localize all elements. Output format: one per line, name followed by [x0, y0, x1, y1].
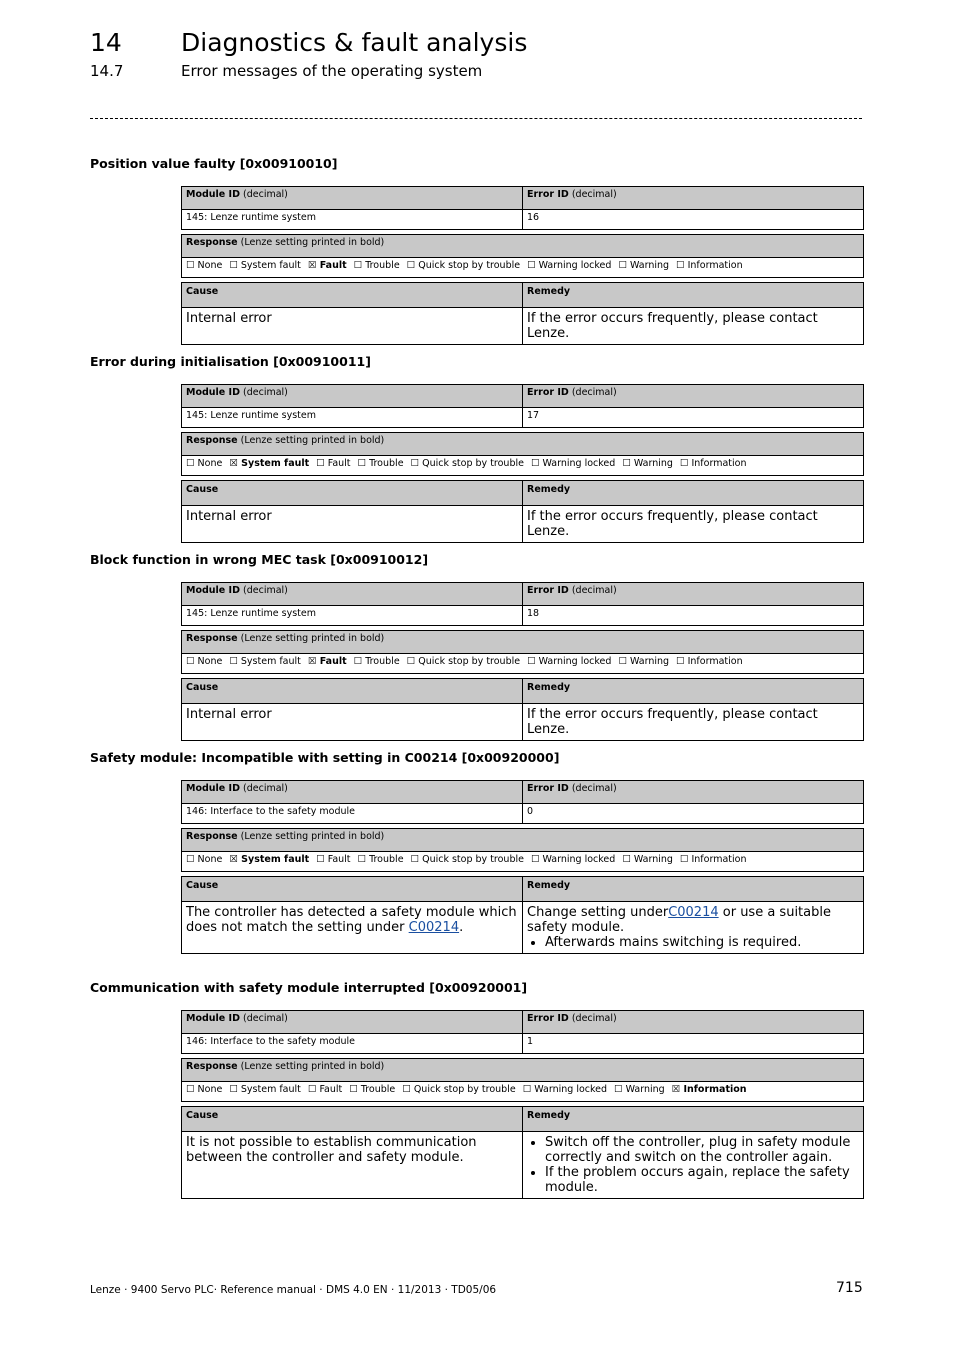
cause-remedy-table: [181, 678, 864, 741]
response-option-warning: ☐ Warning: [614, 1084, 665, 1095]
error-id-header: Error ID (decimal): [523, 385, 864, 408]
response-option-quick-stop-by-trouble: ☐ Quick stop by trouble: [406, 260, 521, 271]
checked-box-icon: ☒: [229, 458, 238, 469]
unchecked-box-icon: ☐: [353, 656, 363, 667]
error-id-header: Error ID (decimal): [523, 781, 864, 804]
error-heading: Block function in wrong MEC task [0x00910012]: [90, 552, 429, 567]
error-id-header: Error ID (decimal): [523, 583, 864, 606]
remedy-header: Remedy: [523, 481, 864, 506]
unchecked-box-icon: ☐: [614, 1084, 623, 1095]
unchecked-box-icon: ☐: [406, 656, 416, 667]
unchecked-box-icon: ☐: [402, 1084, 411, 1095]
response-option-system-fault: ☐ System fault: [229, 1084, 301, 1095]
unchecked-box-icon: ☐: [406, 260, 416, 271]
unchecked-box-icon: ☐: [357, 854, 367, 865]
response-option-quick-stop-by-trouble: ☐ Quick stop by trouble: [402, 1084, 516, 1095]
unchecked-box-icon: ☐: [186, 854, 195, 865]
module-id-header: Module ID (decimal): [182, 385, 523, 408]
response-header: Response (Lenze setting printed in bold): [182, 829, 864, 852]
unchecked-box-icon: ☐: [676, 260, 685, 271]
response-option-warning: ☐ Warning: [618, 656, 670, 667]
id-table: [181, 780, 864, 824]
response-options: [186, 458, 859, 469]
unchecked-box-icon: ☐: [229, 656, 238, 667]
module-id-header: Module ID (decimal): [182, 1011, 523, 1034]
checked-box-icon: ☒: [307, 260, 317, 271]
remedy-header: Remedy: [523, 1107, 864, 1132]
cause-remedy-table: [181, 282, 864, 345]
module-id-value: 146: Interface to the safety module: [182, 804, 523, 824]
cause-text: Internal error: [182, 704, 523, 741]
unchecked-box-icon: ☐: [622, 458, 631, 469]
response-option-warning: ☐ Warning: [618, 260, 670, 271]
response-option-quick-stop-by-trouble: ☐ Quick stop by trouble: [410, 854, 524, 865]
cause-remedy-table: [181, 480, 864, 543]
remedy-header: Remedy: [523, 283, 864, 308]
response-option-quick-stop-by-trouble: ☐ Quick stop by trouble: [410, 458, 524, 469]
response-option-information: ☐ Information: [679, 458, 747, 469]
unchecked-box-icon: ☐: [186, 656, 195, 667]
response-option-quick-stop-by-trouble: ☐ Quick stop by trouble: [406, 656, 521, 667]
error-id-value: 0: [523, 804, 864, 824]
remedy-bullet: • Afterwards mains switching is required.: [545, 935, 859, 950]
cause-text: It is not possible to establish communication between the controller and safety module.: [182, 1132, 523, 1199]
response-table: [181, 630, 864, 674]
remedy-bullet: • If the problem occurs again, replace the safety module.: [545, 1165, 859, 1195]
cause-header: Cause: [182, 481, 523, 506]
unchecked-box-icon: ☐: [527, 656, 536, 667]
response-table: [181, 432, 864, 476]
response-header: Response (Lenze setting printed in bold): [182, 631, 864, 654]
error-table-block: [181, 1010, 864, 1199]
unchecked-box-icon: ☐: [530, 854, 540, 865]
c00214-link[interactable]: C00214: [668, 905, 719, 920]
unchecked-box-icon: ☐: [618, 260, 627, 271]
unchecked-box-icon: ☐: [229, 260, 238, 271]
response-option-trouble: ☐ Trouble: [357, 854, 404, 865]
error-id-value: 16: [523, 210, 864, 230]
response-option-none: ☐ None: [186, 854, 223, 865]
module-id-header: Module ID (decimal): [182, 187, 523, 210]
response-option-warning-locked: ☐ Warning locked: [527, 260, 612, 271]
unchecked-box-icon: ☐: [527, 260, 536, 271]
unchecked-box-icon: ☐: [679, 458, 689, 469]
response-option-fault: ☒ Fault: [307, 656, 347, 667]
error-heading: Safety module: Incompatible with setting in C00214 [0x00920000]: [90, 750, 560, 765]
module-id-value: 145: Lenze runtime system: [182, 210, 523, 230]
remedy-text: Change setting underC00214 or use a suitable safety module. • Afterwards mains switching is required.: [523, 902, 864, 954]
header-divider: [90, 118, 862, 119]
error-table-block: [181, 582, 864, 741]
response-option-information: ☐ Information: [676, 260, 743, 271]
response-option-trouble: ☐ Trouble: [353, 656, 400, 667]
checked-box-icon: ☒: [229, 854, 238, 865]
response-option-system-fault: ☐ System fault: [229, 656, 301, 667]
error-section: [90, 552, 864, 741]
error-table-block: [181, 384, 864, 543]
id-table: [181, 384, 864, 428]
module-id-header: Module ID (decimal): [182, 781, 523, 804]
unchecked-box-icon: ☐: [530, 458, 540, 469]
response-option-fault: ☒ Fault: [307, 260, 347, 271]
cause-text: The controller has detected a safety module which does not match the setting under C00214.: [182, 902, 523, 954]
module-id-value: 146: Interface to the safety module: [182, 1034, 523, 1054]
unchecked-box-icon: ☐: [357, 458, 367, 469]
cause-header: Cause: [182, 679, 523, 704]
response-table: [181, 1058, 864, 1102]
cause-text: Internal error: [182, 506, 523, 543]
cause-text: Internal error: [182, 308, 523, 345]
error-table-block: [181, 186, 864, 345]
error-section: [90, 156, 864, 345]
chapter-title: Diagnostics & fault analysis: [181, 28, 528, 57]
response-option-system-fault: ☒ System fault: [229, 458, 310, 469]
section-title: Error messages of the operating system: [181, 62, 483, 80]
response-option-none: ☐ None: [186, 458, 223, 469]
error-heading: Communication with safety module interrupted [0x00920001]: [90, 980, 528, 995]
unchecked-box-icon: ☐: [353, 260, 363, 271]
response-option-system-fault: ☐ System fault: [229, 260, 301, 271]
error-section: [90, 980, 864, 1199]
unchecked-box-icon: ☐: [410, 458, 420, 469]
unchecked-box-icon: ☐: [186, 260, 195, 271]
remedy-text: If the error occurs frequently, please contact Lenze.: [523, 704, 864, 741]
response-option-warning: ☐ Warning: [622, 458, 673, 469]
response-header: Response (Lenze setting printed in bold): [182, 235, 864, 258]
unchecked-box-icon: ☐: [349, 1084, 358, 1095]
unchecked-box-icon: ☐: [229, 1084, 238, 1095]
response-options: [186, 260, 859, 271]
cause-header: Cause: [182, 283, 523, 308]
error-heading: Position value faulty [0x00910010]: [90, 156, 338, 171]
unchecked-box-icon: ☐: [316, 854, 325, 865]
remedy-header: Remedy: [523, 877, 864, 902]
unchecked-box-icon: ☐: [186, 458, 195, 469]
response-option-information: ☐ Information: [679, 854, 747, 865]
response-option-fault: ☐ Fault: [307, 1084, 343, 1095]
module-id-value: 145: Lenze runtime system: [182, 408, 523, 428]
response-table: [181, 234, 864, 278]
response-options: [186, 854, 859, 865]
error-id-header: Error ID (decimal): [523, 187, 864, 210]
response-option-warning-locked: ☐ Warning locked: [527, 656, 612, 667]
response-option-fault: ☐ Fault: [316, 854, 351, 865]
response-option-system-fault: ☒ System fault: [229, 854, 310, 865]
error-id-value: 17: [523, 408, 864, 428]
response-options: [186, 656, 859, 667]
response-header: Response (Lenze setting printed in bold): [182, 1059, 864, 1082]
id-table: [181, 1010, 864, 1054]
cause-remedy-table: [181, 1106, 864, 1199]
unchecked-box-icon: ☐: [410, 854, 420, 865]
unchecked-box-icon: ☐: [618, 656, 627, 667]
unchecked-box-icon: ☐: [679, 854, 689, 865]
chapter-number: 14: [90, 28, 122, 57]
unchecked-box-icon: ☐: [307, 1084, 317, 1095]
response-option-fault: ☐ Fault: [316, 458, 351, 469]
response-option-warning: ☐ Warning: [622, 854, 673, 865]
response-option-information: ☐ Information: [676, 656, 743, 667]
checked-box-icon: ☒: [671, 1084, 681, 1095]
id-table: [181, 582, 864, 626]
error-id-header: Error ID (decimal): [523, 1011, 864, 1034]
remedy-text: If the error occurs frequently, please contact Lenze.: [523, 506, 864, 543]
unchecked-box-icon: ☐: [522, 1084, 532, 1095]
response-option-none: ☐ None: [186, 656, 223, 667]
error-section: [90, 354, 864, 543]
module-id-value: 145: Lenze runtime system: [182, 606, 523, 626]
remedy-bullet: • Switch off the controller, plug in safety module correctly and switch on the controller again.: [545, 1135, 859, 1165]
remedy-text: [523, 1132, 864, 1199]
cause-remedy-table: [181, 876, 864, 954]
error-heading: Error during initialisation [0x00910011]: [90, 354, 371, 369]
remedy-header: Remedy: [523, 679, 864, 704]
unchecked-box-icon: ☐: [676, 656, 685, 667]
response-option-trouble: ☐ Trouble: [353, 260, 400, 271]
remedy-text: If the error occurs frequently, please contact Lenze.: [523, 308, 864, 345]
c00214-link[interactable]: C00214: [408, 920, 460, 935]
error-section: [90, 750, 864, 954]
error-id-value: 1: [523, 1034, 864, 1054]
response-table: [181, 828, 864, 872]
page-number: 715: [836, 1280, 863, 1296]
response-option-warning-locked: ☐ Warning locked: [522, 1084, 608, 1095]
response-option-information: ☒ Information: [671, 1084, 747, 1095]
response-option-trouble: ☐ Trouble: [357, 458, 404, 469]
response-option-none: ☐ None: [186, 1084, 223, 1095]
footer-text: Lenze · 9400 Servo PLC· Reference manual · DMS 4.0 EN · 11/2013 · TD05/06: [90, 1284, 497, 1296]
unchecked-box-icon: ☐: [186, 1084, 195, 1095]
id-table: [181, 186, 864, 230]
response-option-trouble: ☐ Trouble: [349, 1084, 396, 1095]
module-id-header: Module ID (decimal): [182, 583, 523, 606]
cause-header: Cause: [182, 1107, 523, 1132]
checked-box-icon: ☒: [307, 656, 317, 667]
error-table-block: [181, 780, 864, 954]
section-number: 14.7: [90, 62, 124, 80]
response-option-warning-locked: ☐ Warning locked: [530, 854, 616, 865]
unchecked-box-icon: ☐: [316, 458, 325, 469]
response-header: Response (Lenze setting printed in bold): [182, 433, 864, 456]
error-id-value: 18: [523, 606, 864, 626]
response-option-warning-locked: ☐ Warning locked: [530, 458, 616, 469]
cause-header: Cause: [182, 877, 523, 902]
response-options: [186, 1084, 859, 1095]
response-option-none: ☐ None: [186, 260, 223, 271]
unchecked-box-icon: ☐: [622, 854, 631, 865]
